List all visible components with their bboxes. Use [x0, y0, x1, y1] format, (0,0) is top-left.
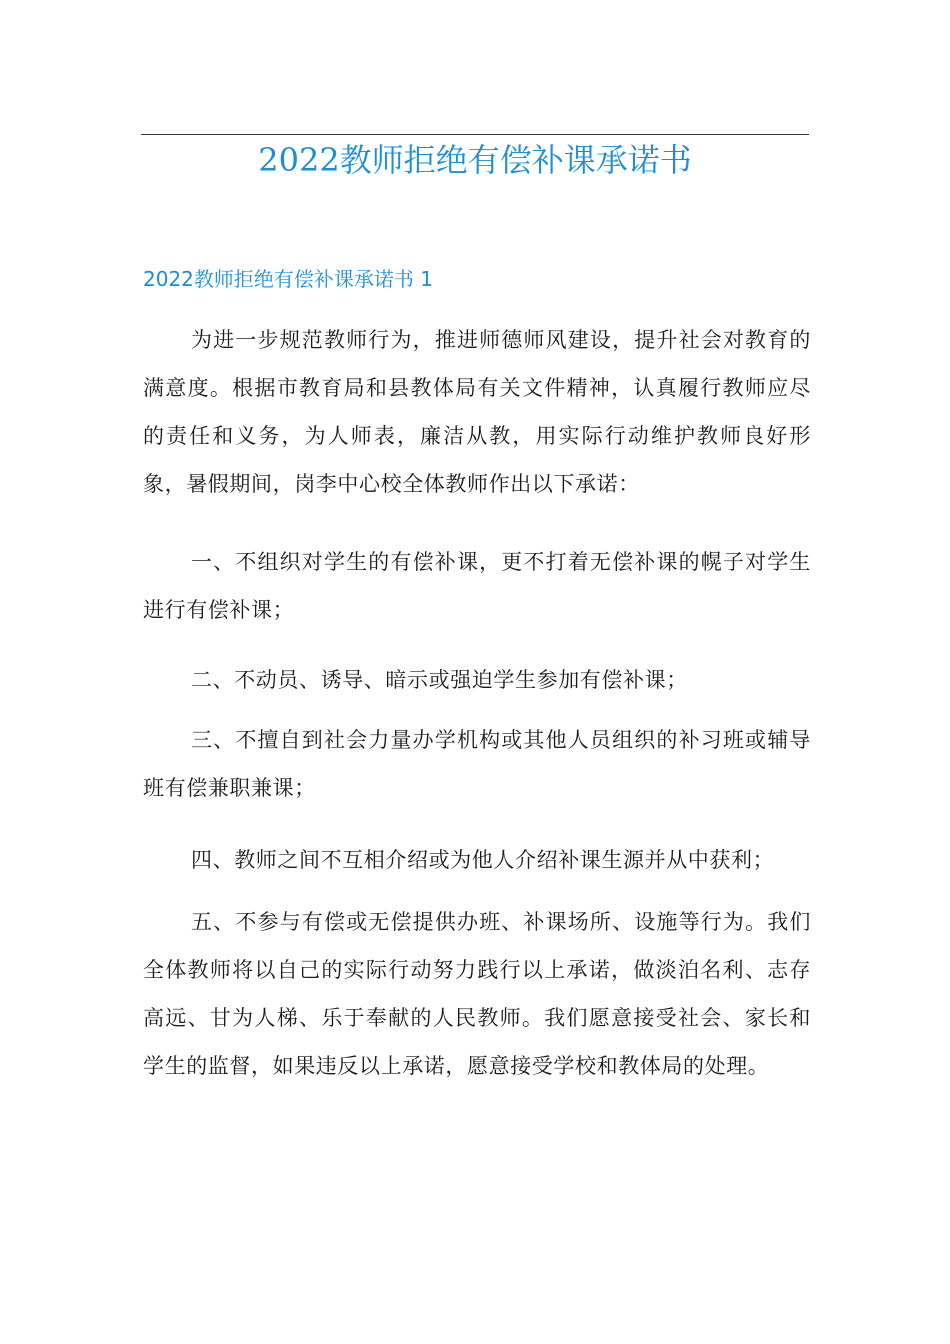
document-title: 2022教师拒绝有偿补课承诺书 [258, 141, 692, 179]
pledge-item-5: 五、不参与有偿或无偿提供办班、补课场所、设施等行为。我们全体教师将以自己的实际行动努力践行以上承诺，做淡泊名利、志存高远、甘为人梯、乐于奉献的人民教师。我们愿意接受社会、家长和学生的监督，如果违反以上承诺，愿意接受学校和教体局的处理。 [143, 910, 811, 1078]
pledge-item-1: 一、不组织对学生的有偿补课，更不打着无偿补课的幌子对学生进行有偿补课； [143, 550, 811, 622]
pledge-item-2: 二、不动员、诱导、暗示或强迫学生参加有偿补课； [191, 668, 688, 692]
header-rule [141, 134, 809, 135]
intro-paragraph: 为进一步规范教师行为，推进师德师风建设，提升社会对教育的满意度。根据市教育局和县教体局有关文件精神，认真履行教师应尽的责任和义务，为人师表，廉洁从教，用实际行动维护教师良好形象，暑假期间，岗李中心校全体教师作出以下承诺： [143, 328, 811, 496]
pledge-item-3: 三、不擅自到社会力量办学机构或其他人员组织的补习班或辅导班有偿兼职兼课； [143, 728, 811, 800]
pledge-item-4: 四、教师之间不互相介绍或为他人介绍补课生源并从中获利； [191, 848, 775, 872]
section-heading: 2022教师拒绝有偿补课承诺书 1 [143, 267, 433, 291]
